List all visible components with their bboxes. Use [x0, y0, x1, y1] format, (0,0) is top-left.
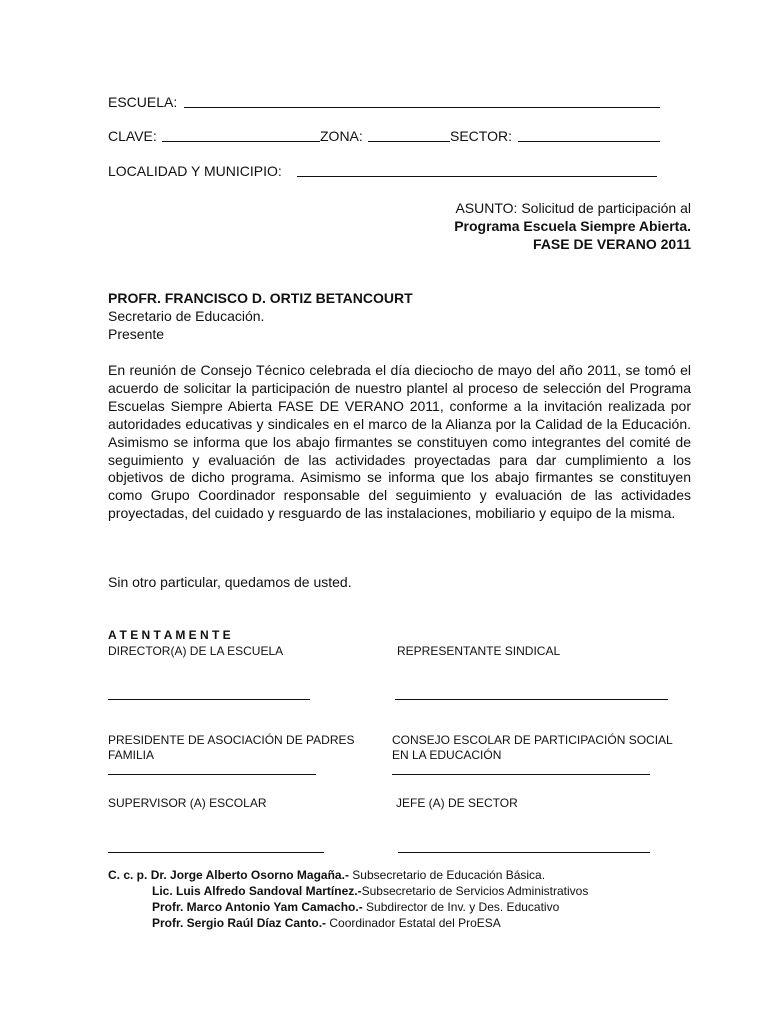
presidente-signature-line[interactable] [108, 774, 316, 775]
cc-name: Dr. Jorge Alberto Osorno Magaña.- [150, 868, 349, 882]
sector-label: SECTOR: [450, 128, 512, 144]
recipient-title: Secretario de Educación. [108, 308, 265, 324]
asunto-line-3: FASE DE VERANO 2011 [533, 236, 691, 252]
cc-entry [152, 884, 588, 899]
clave-field[interactable] [162, 141, 320, 142]
cc-entry [152, 916, 501, 931]
localidad-label: LOCALIDAD Y MUNICIPIO: [108, 163, 282, 179]
zona-field[interactable] [368, 141, 450, 142]
jefe-label: JEFE (A) DE SECTOR [396, 796, 518, 810]
clave-label: CLAVE: [108, 128, 157, 144]
representante-signature-line[interactable] [395, 699, 668, 700]
asunto-line-1: ASUNTO: Solicitud de participación al [455, 200, 691, 216]
cc-role: Subsecretario de Servicios Administrativos [361, 884, 589, 898]
zona-label: ZONA: [320, 128, 363, 144]
consejo-label-line-2: EN LA EDUCACIÓN [392, 748, 502, 762]
jefe-signature-line[interactable] [398, 852, 650, 853]
asunto-line-2: Programa Escuela Siempre Abierta. [454, 218, 691, 234]
supervisor-label: SUPERVISOR (A) ESCOLAR [108, 796, 267, 810]
representante-label: REPRESENTANTE SINDICAL [397, 644, 561, 658]
cc-name: Lic. Luis Alfredo Sandoval Martínez.- [152, 884, 362, 898]
cc-role: Subsecretario de Educación Básica. [348, 868, 546, 882]
consejo-signature-line[interactable] [392, 774, 650, 775]
cc-entry [152, 900, 559, 915]
supervisor-signature-line[interactable] [108, 852, 324, 853]
atentamente-heading: A T E N T A M E N T E [108, 628, 231, 642]
recipient-name: PROFR. FRANCISCO D. ORTIZ BETANCOURT [108, 290, 413, 306]
cc-role: Coordinador Estatal del ProESA [326, 916, 501, 930]
director-label: DIRECTOR(A) DE LA ESCUELA [108, 644, 284, 658]
cc-role: Subdirector de Inv. y Des. Educativo [362, 900, 560, 914]
escuela-field[interactable] [184, 107, 660, 108]
director-signature-line[interactable] [108, 699, 310, 700]
cc-prefix: C. c. p. [108, 868, 148, 882]
presidente-label-line-2: FAMILIA [108, 748, 155, 762]
consejo-label-line-1: CONSEJO ESCOLAR DE PARTICIPACIÓN SOCIAL [392, 733, 673, 747]
closing-text: Sin otro particular, quedamos de usted. [108, 574, 352, 590]
recipient-greeting: Presente [108, 326, 165, 342]
localidad-field[interactable] [297, 176, 657, 177]
cc-name: Profr. Sergio Raúl Díaz Canto.- [152, 916, 327, 930]
cc-name: Profr. Marco Antonio Yam Camacho.- [152, 900, 363, 914]
presidente-label-line-1: PRESIDENTE DE ASOCIACIÓN DE PADRES [108, 733, 355, 747]
body-paragraph: En reunión de Consejo Técnico celebrada el día dieciocho de mayo del año 2011, se tomó el acuerdo de solicitar la participación de nuestro plantel al proceso de selección del Programa Escuelas Siempre Abierta FASE DE VERANO 2011, conforme a la invitación realizada por autoridades educativas y sindicales en el marco de la Alianza por la Calidad de la Educación. Asimismo se informa que los abajo firmantes se constituyen como integrantes del comité de seguimiento y evaluación de las actividades proyectadas para dar cumplimiento a los objetivos de dicho programa. Asimismo se informa que los abajo firmantes se constituyen como Grupo Coordinador responsable del seguimiento y evaluación de las actividades proyectadas, del cuidado y resguardo de las instalaciones, mobiliario y equipo de la misma. [108, 362, 691, 522]
sector-field[interactable] [518, 141, 660, 142]
escuela-label: ESCUELA: [108, 94, 178, 110]
cc-entry [108, 868, 545, 883]
